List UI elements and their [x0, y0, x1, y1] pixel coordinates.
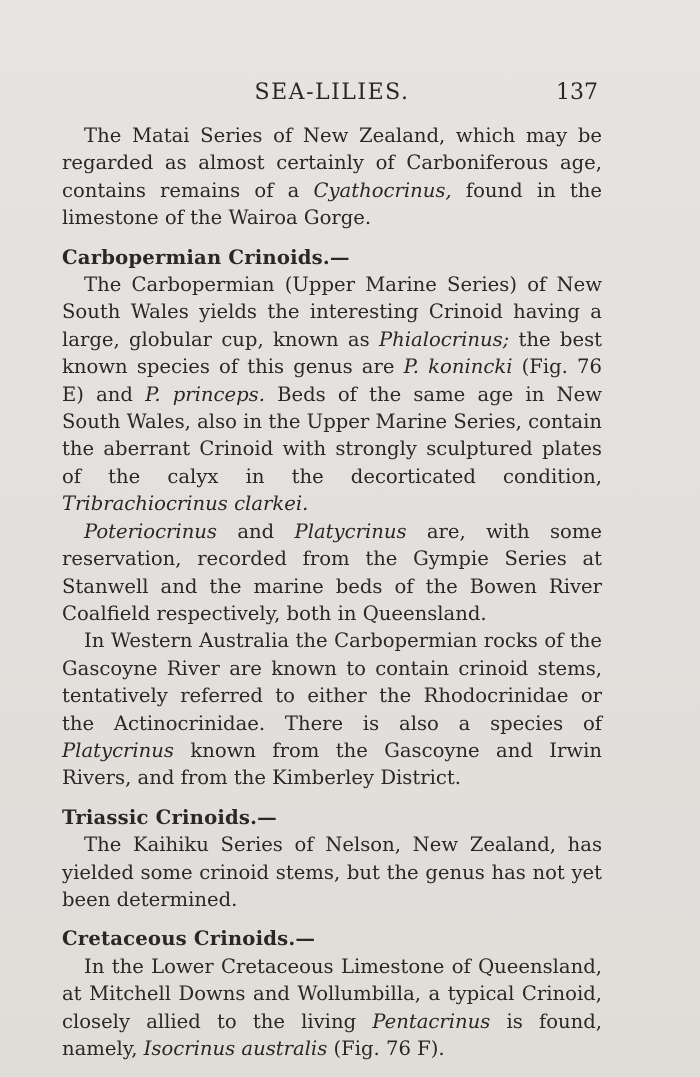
paragraph-poteriocrinus [62, 518, 602, 628]
italic-taxon: Isocrinus australis [143, 1037, 328, 1060]
paragraph-western-australia [62, 627, 602, 791]
text-run: known from the Gascoyne and Irwin Rivers, and from the Kimberley District. [62, 738, 602, 790]
text-run: The Kaihiku Series of Nelson, New Zealand, has yielded some crinoid stems, but the genus has not yet been determined. [62, 833, 602, 911]
text-run: The Matai Series of New Zealand, which may be regarded as almost certainly of Carboniferous age, contains remains of a [62, 124, 602, 202]
italic-taxon: Poteriocrinus [84, 519, 217, 543]
text-run: The Carbopermian (Upper Marine Series) of New South Wales yields the interesting Crinoid having a large, globular cup, known as [62, 273, 602, 351]
text-run: In the Lower Cretaceous Limestone of Queensland, at Mitchell Downs and Wollumbilla, a typical Crinoid, closely allied to the living [62, 954, 602, 1033]
italic-taxon: Platycrinus [294, 519, 407, 543]
running-head: SEA-LILIES. [254, 80, 410, 105]
text-run: are, with some reservation, recorded from the Gympie Series at Stanwell and the marine beds of the Bowen River Coalfield respectively, both in Queensland. [62, 519, 602, 625]
text-run: In Western Australia the Carbopermian rocks of the Gascoyne River are known to contain crinoid stems, tentatively referred to either the Rhodocrinidae or the Actinocrinidae. There is also a species of [62, 629, 602, 735]
page-header [62, 80, 602, 112]
italic-taxon: Tribrachiocrinus clarkei. [62, 492, 309, 516]
heading-triassic-crinoids: Triassic Crinoids.— [62, 805, 277, 829]
text-run: found in the limestone of the Wairoa Gorge. [62, 178, 602, 230]
text-run: and [217, 519, 295, 543]
paragraph-kaihiku-series [62, 831, 602, 913]
italic-taxon: Cyathocrinus, [313, 178, 452, 202]
heading-carbopermian-crinoids: Carbopermian Crinoids.— [62, 245, 350, 269]
text-run: (Fig. 76 F). [327, 1037, 445, 1060]
heading-cretaceous-crinoids: Cretaceous Crinoids.— [62, 927, 316, 951]
italic-taxon: P. princeps. [145, 382, 265, 406]
paragraph-carbopermian-nsw [62, 271, 602, 518]
page-number: 137 [556, 80, 598, 105]
italic-taxon: Phialocrinus; [378, 327, 510, 351]
text-run: (Fig. 76 E) and [62, 355, 602, 406]
text-run: Beds of the same age in New South Wales, also in the Upper Marine Series, contain the aberrant Crinoid with strongly sculptured plates of the calyx in the decorticated condition, [62, 382, 603, 488]
text-run: is found, namely, [62, 1009, 603, 1060]
text-run: the best known species of this genus are [62, 327, 602, 379]
italic-taxon: Platycrinus [62, 738, 174, 762]
body-text [62, 122, 602, 1062]
paragraph-matai-series [62, 122, 602, 232]
paragraph-lower-cretaceous [62, 953, 602, 1063]
italic-taxon: Pentacrinus [372, 1009, 491, 1033]
italic-taxon: P. konincki [403, 355, 513, 379]
